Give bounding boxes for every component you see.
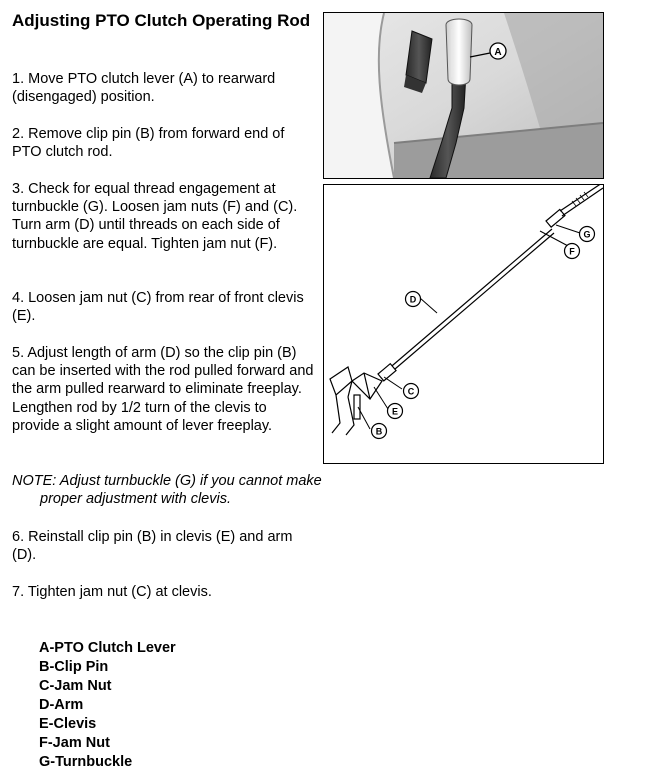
callout-d: D xyxy=(409,294,417,305)
parts-legend xyxy=(39,639,176,772)
step-3: 3. Check for equal thread engagement at turnbuckle (G). Loosen jam nuts (F) and (C). Turn arm (D) until threads on each side of turnbuckle are equal. Tighten jam nut (F). xyxy=(12,181,298,252)
note: NOTE: Adjust turnbuckle (G) if you cannot make proper adjustment with clevis. xyxy=(12,473,322,508)
clutch-rod-illustration xyxy=(324,185,603,463)
step-7: 7. Tighten jam nut (C) at clevis. xyxy=(12,584,212,600)
legend-item-f: F-Jam Nut xyxy=(39,735,110,751)
step-1: 1. Move PTO clutch lever (A) to rearward (disengaged) position. xyxy=(12,71,276,106)
legend-item-a: A-PTO Clutch Lever xyxy=(39,640,176,656)
callout-c: C xyxy=(407,386,415,397)
step-2: 2. Remove clip pin (B) from forward end of PTO clutch rod. xyxy=(12,126,285,161)
callout-a: A xyxy=(494,47,502,58)
legend-item-e: E-Clevis xyxy=(39,716,97,732)
callout-e: E xyxy=(391,406,399,417)
callout-b: B xyxy=(375,426,383,437)
step-6: 6. Reinstall clip pin (B) in clevis (E) and arm (D). xyxy=(12,529,293,564)
step-5: 5. Adjust length of arm (D) so the clip pin (B) can be inserted with the rod pulled forward and the arm pulled rearward to eliminate freeplay. Lengthen rod by 1/2 turn of the clevis to provide a slight amount of lever freeplay. xyxy=(12,345,314,434)
page-title: Adjusting PTO Clutch Operating Rod xyxy=(12,11,311,30)
pto-lever-illustration xyxy=(324,13,603,178)
legend-item-g: G-Turnbuckle xyxy=(39,754,133,770)
legend-item-d: D-Arm xyxy=(39,697,84,713)
callout-f: F xyxy=(569,246,575,257)
callout-g: G xyxy=(583,229,591,240)
clutch-rod-diagram xyxy=(323,184,604,464)
legend-item-c: C-Jam Nut xyxy=(39,678,112,694)
step-4: 4. Loosen jam nut (C) from rear of front clevis (E). xyxy=(12,290,304,325)
pto-lever-photo xyxy=(323,12,604,179)
legend-item-b: B-Clip Pin xyxy=(39,659,109,675)
